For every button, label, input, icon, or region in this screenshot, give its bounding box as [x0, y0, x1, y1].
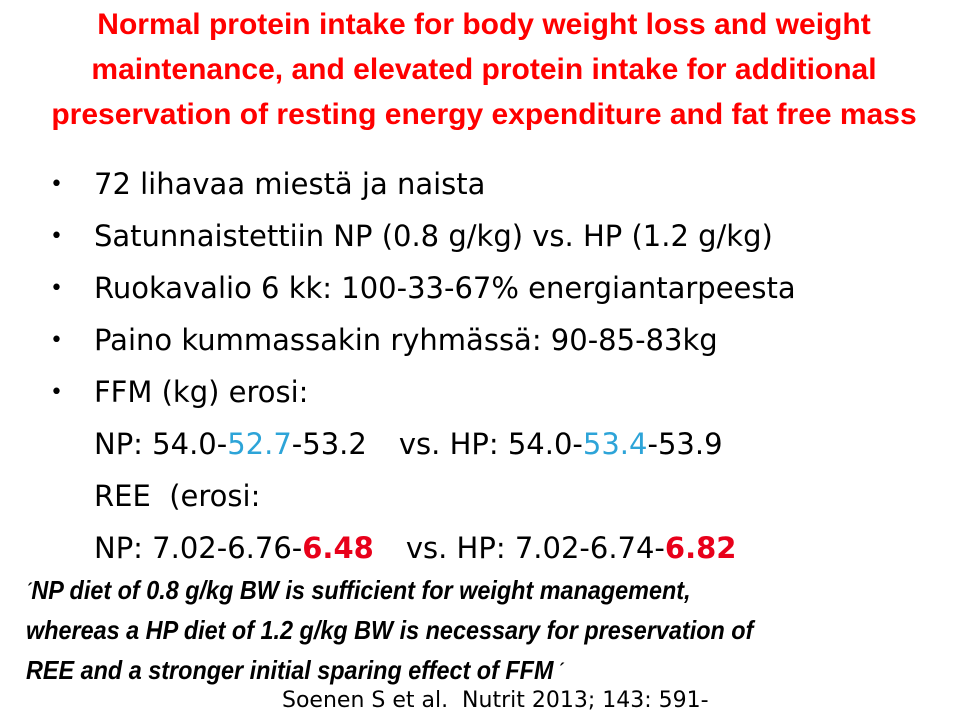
- ree-hp-end: 6.82: [664, 531, 737, 565]
- bullet-item: [50, 366, 950, 418]
- bullet-text: Paino kummassakin ryhmässä: 90-85-83kg: [94, 323, 718, 357]
- ree-label: REE (erosi:: [94, 479, 261, 513]
- note-line-3: [26, 650, 854, 690]
- bullet-dot: •: [50, 171, 63, 197]
- bullet-list: [50, 158, 950, 574]
- ree-hp-label: HP:: [456, 531, 506, 565]
- note-line-2: whereas a HP diet of 1.2 g/kg BW is necessary for preservation of: [26, 615, 754, 645]
- title-line-3: preservation of resting energy expenditure and fat free mass: [51, 98, 917, 131]
- note-open-mark: ´: [26, 580, 32, 600]
- ree-np-label: NP:: [94, 531, 143, 565]
- bullet-item: [50, 158, 950, 210]
- note-line-1-text: NP diet of 0.8 g/kg BW is sufficient for weight management,: [31, 575, 691, 605]
- ree-values-line: [50, 522, 950, 574]
- ffm-hp-label: HP:: [449, 427, 499, 461]
- citation: Soenen S et al. Nutrit 2013; 143: 591-: [282, 688, 709, 713]
- ffm-hp-mid: 53.4: [582, 427, 648, 461]
- bullet-text: Ruokavalio 6 kk: 100-33-67% energiantarpeesta: [94, 271, 796, 305]
- bullet-text: Satunnaistettiin NP (0.8 g/kg) vs. HP (1.2 g/kg): [94, 219, 773, 253]
- ree-hp-start: 7.02-6.74-: [514, 531, 665, 565]
- bullet-text: FFM (kg) erosi:: [94, 375, 309, 409]
- ffm-values-line: [50, 418, 950, 470]
- conclusion-note: [26, 570, 854, 690]
- ree-vs: vs.: [405, 531, 448, 565]
- ffm-hp-start: 54.0-: [507, 427, 583, 461]
- bullet-item: [50, 210, 950, 262]
- ffm-np-mid: 52.7: [227, 427, 292, 461]
- ffm-hp-end: -53.9: [647, 427, 723, 461]
- ffm-np-start: 54.0-: [152, 427, 228, 461]
- note-line-1: [26, 570, 854, 610]
- bullet-dot: •: [50, 275, 63, 301]
- bullet-dot: •: [50, 379, 63, 405]
- ffm-vs: vs.: [398, 427, 441, 461]
- note-close-mark: ´: [553, 660, 564, 680]
- bullet-dot: •: [50, 327, 63, 353]
- title-line-1: Normal protein intake for body weight loss and weight: [97, 8, 871, 41]
- ffm-np-end: -53.2: [291, 427, 367, 461]
- bullet-dot: •: [50, 223, 63, 249]
- title-line-2: maintenance, and elevated protein intake for additional: [91, 53, 877, 86]
- ree-np-start: 7.02-6.76-: [152, 531, 303, 565]
- note-line-3-text: REE and a stronger initial sparing effect of FFM: [26, 655, 554, 685]
- bullet-text: 72 lihavaa miestä ja naista: [94, 167, 486, 201]
- slide-title: [14, 2, 954, 137]
- bullet-item: [50, 314, 950, 366]
- bullet-item: [50, 262, 950, 314]
- ree-label-line: [50, 470, 950, 522]
- ffm-np-label: NP:: [94, 427, 143, 461]
- ree-np-end: 6.48: [302, 531, 374, 565]
